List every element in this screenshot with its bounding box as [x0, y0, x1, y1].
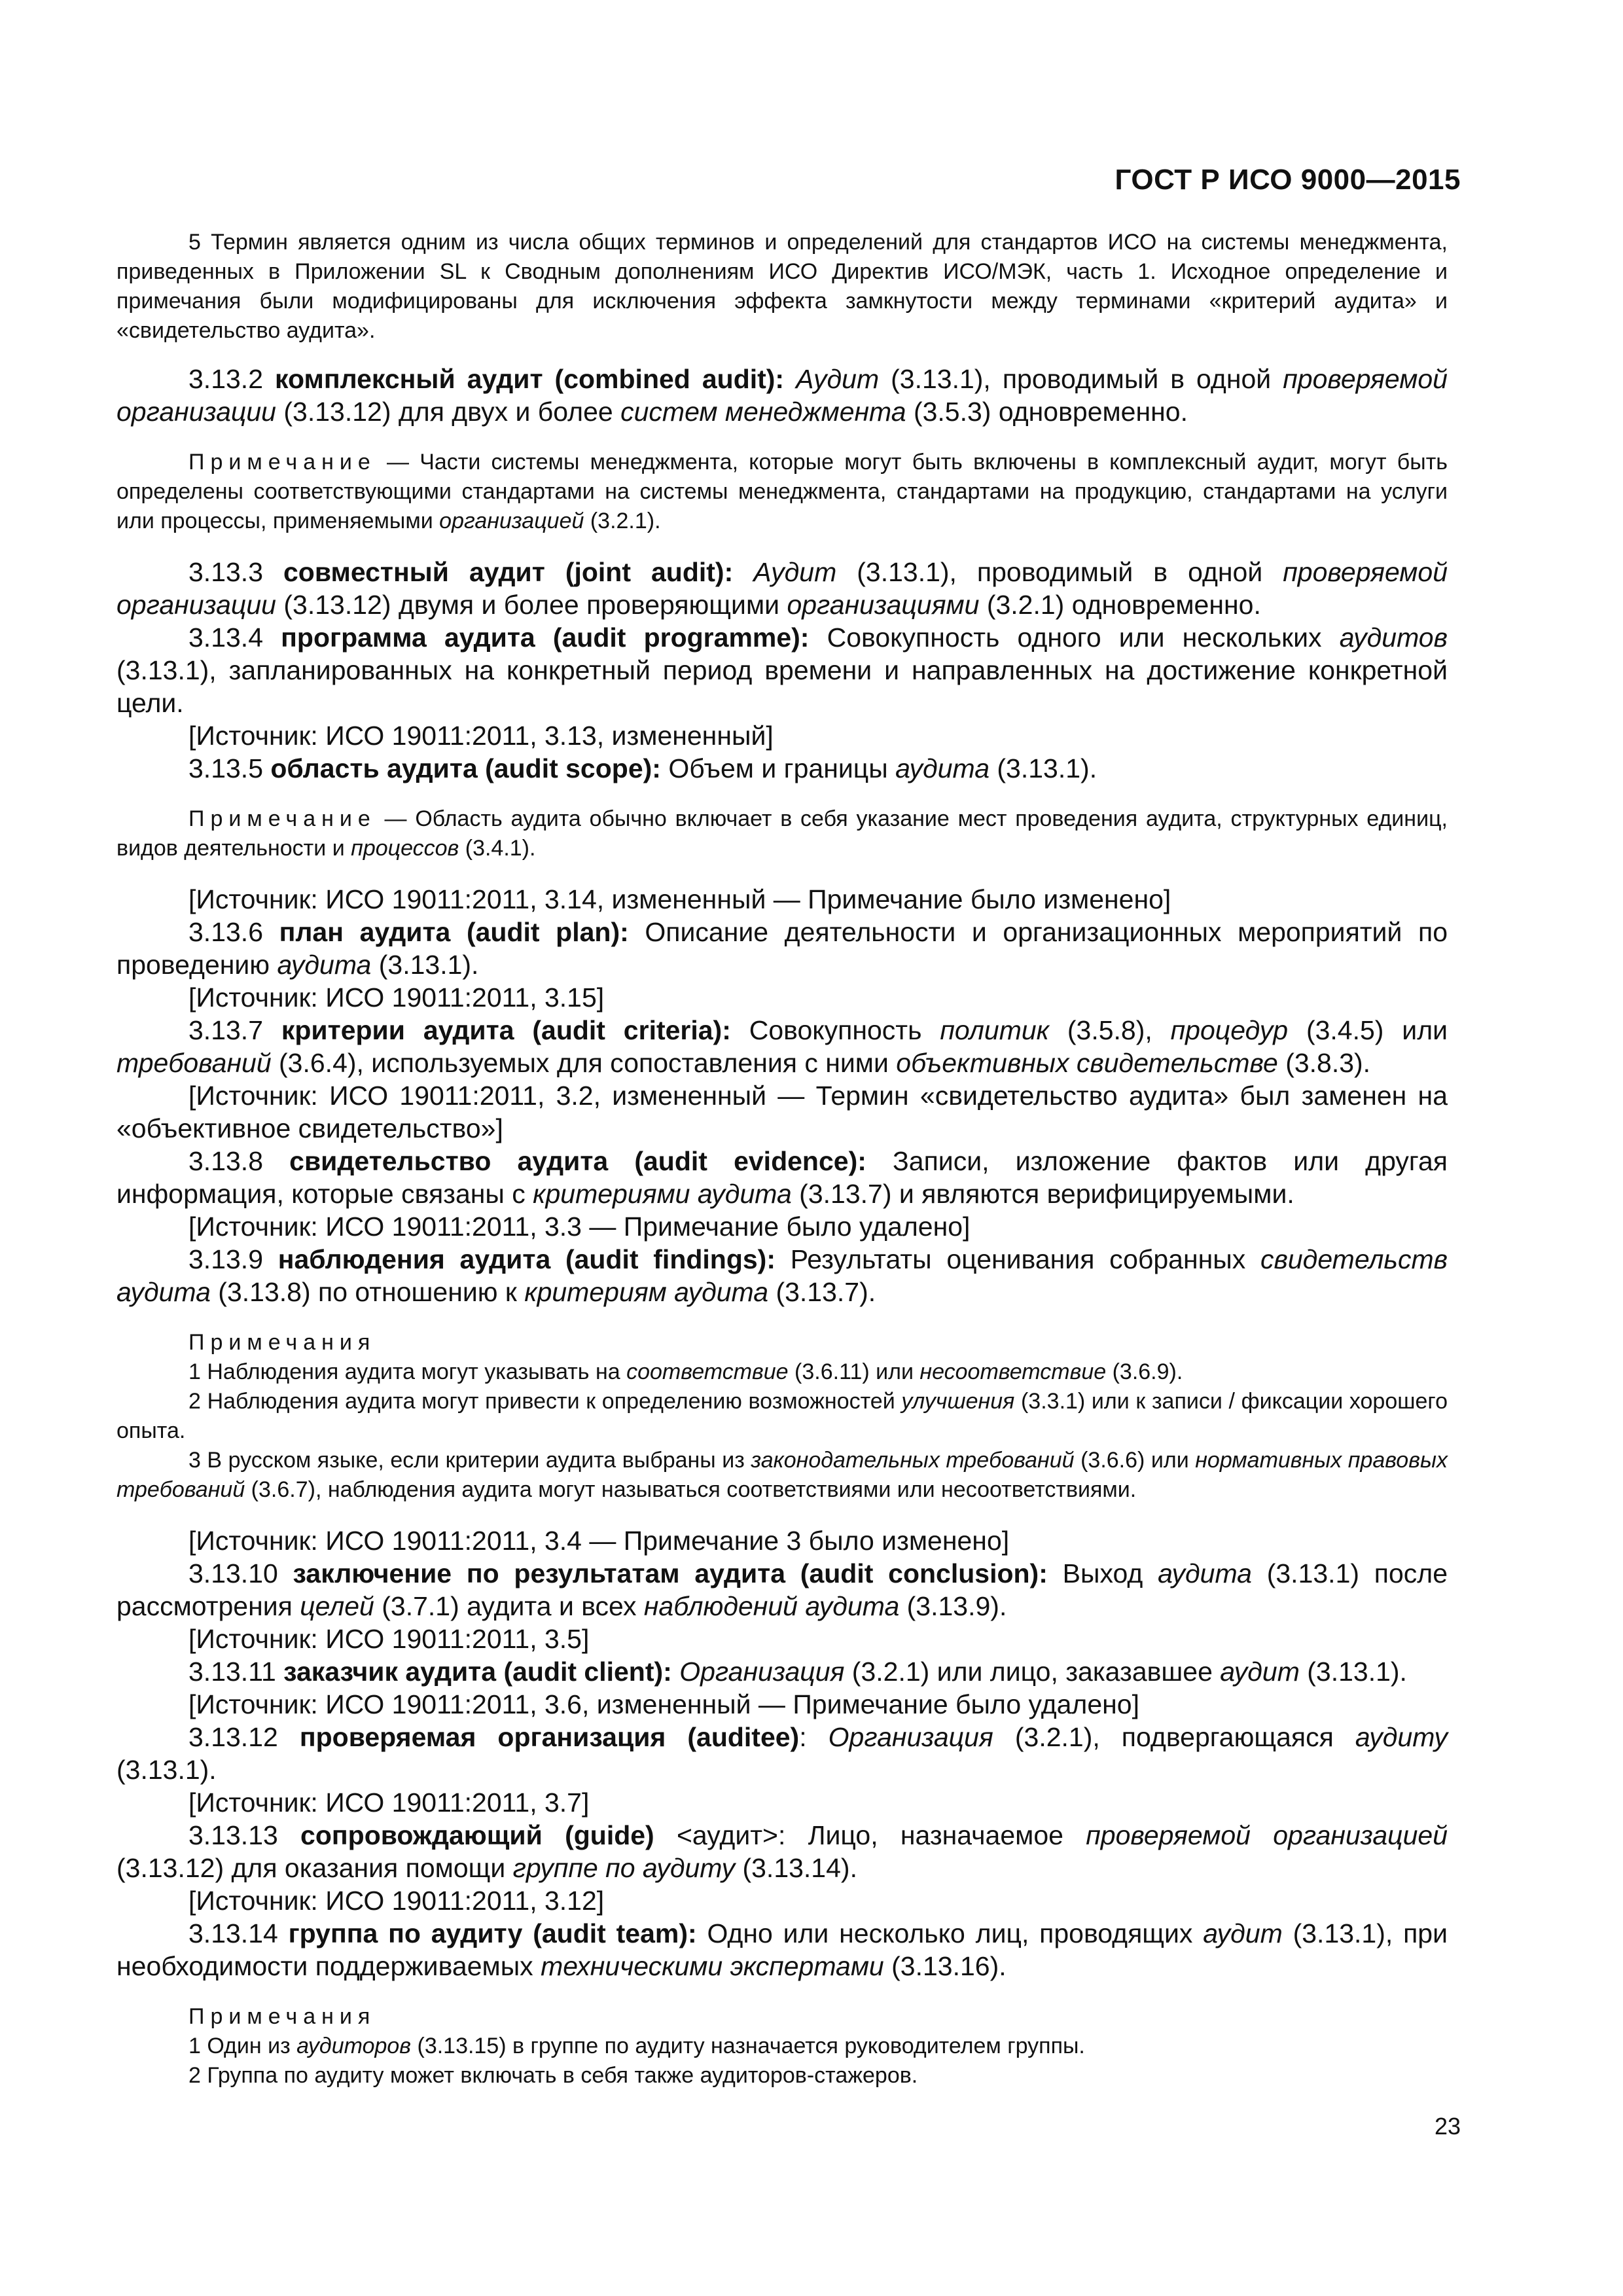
text-segment: 3.13.6	[188, 917, 279, 947]
text-segment: 1 Один из	[188, 2034, 297, 2058]
term-reference: аудиторов	[296, 2034, 412, 2058]
text-segment	[672, 1657, 679, 1687]
term-paragraph	[116, 981, 1448, 1014]
term-reference: аудитов	[1339, 622, 1448, 653]
text-segment: (3.13.12) для двух и более	[276, 397, 621, 427]
text-segment: 2 Группа по аудиту может включать в себя также аудиторов-стажеров.	[188, 2063, 918, 2088]
text-segment: [Источник: ИСО 19011:2011, 3.2, измененный — Термин «свидетельство аудита» был заменен на «объективное свидетельство»]	[116, 1081, 1448, 1143]
term-reference: политик	[940, 1015, 1050, 1045]
term-heading: сопровождающий (guide)	[300, 1820, 654, 1850]
text-segment: [Источник: ИСО 19011:2011, 3.6, измененный — Примечание было удалено]	[188, 1689, 1139, 1719]
text-segment: (3.5.3) одновременно.	[906, 397, 1188, 427]
note-paragraph	[116, 1387, 1448, 1446]
text-segment: 3.13.13	[188, 1820, 301, 1850]
text-segment: Совокупность одного или нескольких	[809, 622, 1340, 653]
text-segment: (3.6.9).	[1106, 1359, 1183, 1384]
text-segment: Одно или несколько лиц, проводящих	[696, 1918, 1204, 1948]
text-segment: (3.8.3).	[1277, 1048, 1371, 1078]
term-reference: критериями аудита	[533, 1179, 792, 1209]
text-segment: 3.13.4	[188, 622, 281, 653]
text-segment	[784, 364, 796, 394]
term-reference: Организация	[679, 1657, 845, 1687]
term-heading: свидетельство аудита (audit evidence):	[289, 1146, 866, 1176]
note-label: Примечания	[188, 1330, 376, 1355]
text-segment: Совокупность	[730, 1015, 940, 1045]
text-segment: 3.13.2	[188, 364, 275, 394]
text-segment: (3.6.7), наблюдения аудита могут называться соответствиями или несоответствиями.	[245, 1477, 1137, 1502]
text-segment: [Источник: ИСО 19011:2011, 3.13, измененный]	[188, 721, 774, 751]
text-segment: Объем и границы	[660, 753, 896, 783]
term-paragraph	[116, 916, 1448, 981]
term-reference: несоответствие	[919, 1359, 1107, 1384]
text-segment: [Источник: ИСО 19011:2011, 3.4 — Примечание 3 было изменено]	[188, 1526, 1010, 1556]
term-reference: требований	[116, 1048, 272, 1078]
term-reference: процедур	[1170, 1015, 1289, 1045]
standard-code-header: ГОСТ Р ИСО 9000—2015	[1115, 164, 1461, 196]
term-reference: Аудит	[796, 364, 880, 394]
text-segment: 3.13.5	[188, 753, 271, 783]
text-segment: 3 В русском языке, если критерии аудита выбраны из	[188, 1448, 751, 1473]
text-segment: 3.13.11	[188, 1657, 284, 1687]
term-paragraph	[116, 1786, 1448, 1819]
text-segment: (3.13.8) по отношению к	[210, 1277, 525, 1307]
text-segment: (3.2.1).	[584, 509, 661, 533]
term-heading: комплексный аудит (combined audit):	[275, 364, 785, 394]
document-body	[116, 228, 1448, 2090]
term-paragraph	[116, 1014, 1448, 1079]
term-reference: аудита	[895, 753, 990, 783]
term-paragraph	[116, 1243, 1448, 1308]
text-segment: 3.13.14	[188, 1918, 289, 1948]
term-heading: заказчик аудита (audit client):	[283, 1657, 672, 1687]
term-reference: Аудит	[753, 557, 837, 587]
note-label: Примечание	[188, 450, 376, 475]
term-heading: заключение по результатам аудита (audit conclusion):	[293, 1558, 1048, 1588]
text-segment: (3.13.1), при необходимости поддерживаемых	[116, 1918, 1448, 1981]
term-reference: аудита	[277, 950, 372, 980]
note-paragraph	[116, 1357, 1448, 1387]
text-segment: Результаты оценивания собранных	[776, 1244, 1260, 1274]
text-segment: 3.13.9	[188, 1244, 278, 1274]
text-segment: (3.13.7).	[768, 1277, 876, 1307]
text-segment: (3.2.1) одновременно.	[979, 590, 1261, 620]
term-paragraph	[116, 363, 1448, 428]
term-paragraph	[116, 752, 1448, 785]
term-heading: группа по аудиту (audit team):	[288, 1918, 697, 1948]
text-segment: (3.13.1).	[116, 1755, 217, 1785]
text-segment: (3.4.5) или	[1288, 1015, 1448, 1045]
text-segment: (3.13.1).	[990, 753, 1097, 783]
note-paragraph	[116, 1328, 1448, 1357]
term-reference: организацией	[439, 509, 584, 533]
term-heading: критерии аудита (audit criteria):	[281, 1015, 731, 1045]
text-segment: (3.13.1).	[1299, 1657, 1407, 1687]
term-reference: систем менеджмента	[620, 397, 906, 427]
term-reference: соответствие	[626, 1359, 789, 1384]
term-reference: аудита	[1158, 1558, 1252, 1588]
term-paragraph	[116, 1884, 1448, 1917]
term-paragraph	[116, 1557, 1448, 1623]
term-reference: аудиту	[1355, 1722, 1448, 1752]
text-segment: (3.13.7) и являются верифицируемыми.	[791, 1179, 1294, 1209]
term-heading: область аудита (audit scope):	[270, 753, 661, 783]
term-paragraph	[116, 1688, 1448, 1721]
note-paragraph	[116, 228, 1448, 346]
term-reference: аудит	[1220, 1657, 1300, 1687]
text-segment: [Источник: ИСО 19011:2011, 3.15]	[188, 982, 605, 1013]
text-segment: (3.13.1).	[371, 950, 479, 980]
text-segment: (3.13.16).	[883, 1951, 1007, 1981]
text-segment: (3.7.1) аудита и всех	[374, 1591, 644, 1621]
text-segment: 1 Наблюдения аудита могут указывать на	[188, 1359, 627, 1384]
term-heading: совместный аудит (joint audit):	[283, 557, 734, 587]
note-paragraph	[116, 804, 1448, 863]
term-reference: объективных свидетельстве	[896, 1048, 1278, 1078]
term-reference: нормативных правовых требований	[116, 1448, 1448, 1502]
text-segment: (3.6.6) или	[1074, 1448, 1196, 1473]
term-reference: организациями	[787, 590, 980, 620]
note-paragraph	[116, 448, 1448, 536]
text-segment: 5 Термин является одним из числа общих терминов и определений для стандартов ИСО на системы менеджмента, приведенных в Приложении SL к Сводным дополнениям ИСО Директив ИСО/МЭК, часть 1. Исходное определение и примечания были модифицированы для исключения эффекта замкнутости между терминами «критерий аудита» и «свидетельство аудита».	[116, 230, 1448, 343]
text-segment: — Части системы менеджмента, которые могут быть включены в комплексный аудит, могут быть определены соответствующими стандартами на системы менеджмента, стандартами на продукцию, стандартами на услуги или процессы, применяемыми	[116, 450, 1448, 533]
note-paragraph	[116, 2032, 1448, 2061]
term-heading: план аудита (audit plan):	[279, 917, 629, 947]
text-segment: (3.13.1), проводимый в одной	[879, 364, 1283, 394]
term-reference: целей	[300, 1591, 374, 1621]
term-reference: наблюдений аудита	[643, 1591, 900, 1621]
term-reference: техническими экспертами	[541, 1951, 884, 1981]
text-segment: (3.2.1), подвергающаяся	[993, 1722, 1355, 1752]
text-segment: 3.13.8	[188, 1146, 290, 1176]
term-paragraph	[116, 1917, 1448, 1982]
text-segment	[733, 557, 753, 587]
text-segment: Выход	[1047, 1558, 1158, 1588]
term-reference: Организация	[828, 1722, 993, 1752]
text-segment: :	[799, 1722, 829, 1752]
note-paragraph	[116, 2002, 1448, 2032]
term-paragraph	[116, 1721, 1448, 1786]
text-segment: (3.13.1), проводимый в одной	[836, 557, 1283, 587]
text-segment: 3.13.3	[188, 557, 283, 587]
term-heading: проверяемая организация (auditee)	[299, 1722, 800, 1752]
term-heading: программа аудита (audit programme):	[281, 622, 810, 653]
text-segment: [Источник: ИСО 19011:2011, 3.3 — Примечание было удалено]	[188, 1211, 971, 1242]
text-segment: 2 Наблюдения аудита могут привести к определению возможностей	[188, 1389, 902, 1414]
text-segment: [Источник: ИСО 19011:2011, 3.5]	[188, 1624, 590, 1654]
term-reference: проверяемой организации	[116, 364, 1448, 427]
term-reference: группе по аудиту	[512, 1853, 736, 1883]
text-segment: <аудит>: Лицо, назначаемое	[654, 1820, 1086, 1850]
term-paragraph	[116, 1623, 1448, 1655]
text-segment: (3.3.1) или к записи / фиксации хорошего опыта.	[116, 1389, 1448, 1443]
note-paragraph	[116, 2061, 1448, 2090]
text-segment: (3.13.12) двумя и более проверяющими	[276, 590, 787, 620]
text-segment: (3.13.9).	[899, 1591, 1007, 1621]
text-segment: (3.4.1).	[459, 836, 536, 861]
page-number: 23	[1434, 2113, 1461, 2140]
text-segment: 3.13.10	[188, 1558, 293, 1588]
note-label: Примечания	[188, 2004, 376, 2029]
text-segment: (3.13.15) в группе по аудиту назначается руководителем группы.	[411, 2034, 1085, 2058]
text-segment: 3.13.7	[188, 1015, 281, 1045]
text-segment: Описание деятельности и организационных мероприятий по проведению	[116, 917, 1448, 980]
term-paragraph	[116, 1145, 1448, 1210]
term-reference: аудит	[1203, 1918, 1283, 1948]
term-paragraph	[116, 1819, 1448, 1884]
term-reference: проверяемой организацией	[1086, 1820, 1448, 1850]
note-paragraph	[116, 1446, 1448, 1505]
term-paragraph	[116, 621, 1448, 719]
text-segment: [Источник: ИСО 19011:2011, 3.14, измененный — Примечание было изменено]	[188, 884, 1171, 914]
term-reference: критериям аудита	[524, 1277, 769, 1307]
text-segment: (3.13.1), запланированных на конкретный период времени и направленных на достижение конкретной цели.	[116, 655, 1448, 718]
term-reference: процессов	[351, 836, 459, 861]
term-paragraph	[116, 1524, 1448, 1557]
text-segment: [Источник: ИСО 19011:2011, 3.7]	[188, 1787, 590, 1818]
text-segment: 3.13.12	[188, 1722, 300, 1752]
term-paragraph	[116, 1210, 1448, 1243]
term-reference: проверяемой организации	[116, 557, 1448, 620]
term-paragraph	[116, 556, 1448, 621]
text-segment: (3.6.11) или	[788, 1359, 920, 1384]
term-reference: свидетельств аудита	[116, 1244, 1448, 1307]
term-reference: улучшения	[901, 1389, 1015, 1414]
note-label: Примечание	[188, 806, 376, 831]
text-segment: (3.2.1) или лицо, заказавшее	[844, 1657, 1221, 1687]
text-segment: [Источник: ИСО 19011:2011, 3.12]	[188, 1886, 605, 1916]
text-segment: (3.13.1) после рассмотрения	[116, 1558, 1448, 1621]
text-segment: Записи, изложение фактов или другая информация, которые связаны с	[116, 1146, 1448, 1209]
term-paragraph	[116, 719, 1448, 752]
text-segment: (3.13.12) для оказания помощи	[116, 1853, 513, 1883]
term-paragraph	[116, 883, 1448, 916]
term-reference: законодательных требований	[751, 1448, 1075, 1473]
text-segment: (3.6.4), используемых для сопоставления с ними	[271, 1048, 897, 1078]
term-paragraph	[116, 1079, 1448, 1145]
term-paragraph	[116, 1655, 1448, 1688]
text-segment: — Область аудита обычно включает в себя указание мест проведения аудита, структурных единиц, видов деятельности и	[116, 806, 1448, 861]
term-heading: наблюдения аудита (audit findings):	[277, 1244, 776, 1274]
text-segment: (3.5.8),	[1049, 1015, 1171, 1045]
text-segment: (3.13.14).	[735, 1853, 857, 1883]
